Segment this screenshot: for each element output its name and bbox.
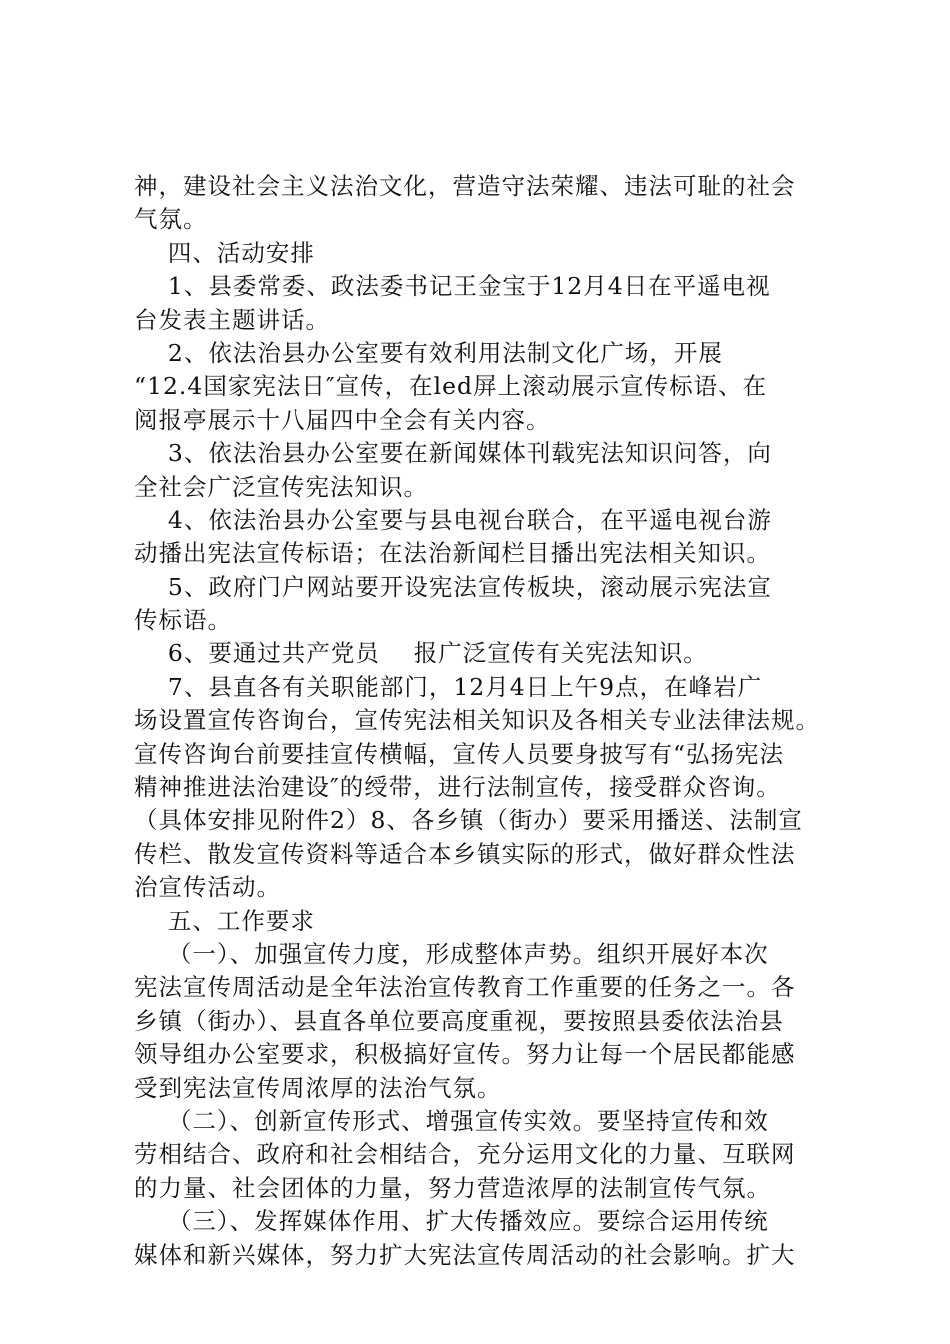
text-line: 宣传咨询台前要挂宣传横幅，宣传人员要身披写有“弘扬宪法	[134, 739, 785, 768]
text-line: 阅报亭展示十八届四中全会有关内容。	[134, 405, 551, 434]
text-line: 乡镇（街办）、县直各单位要高度重视，要按照县委依法治县	[134, 1006, 784, 1035]
text-line: 全社会广泛宣传宪法知识。	[134, 472, 428, 501]
text-line: 传栏、散发宣传资料等适合本乡镇实际的形式，做好群众性法	[134, 839, 796, 868]
text-line: 动播出宪法宣传标语；在法治新闻栏目播出宪法相关知识。	[134, 539, 771, 568]
text-line: “12.4国家宪法日″宣传，在led屏上滚动展示宣传标语、在	[134, 372, 768, 401]
text-line: （三）、发挥媒体作用、扩大传播效应。要综合运用传统	[134, 1207, 769, 1236]
text-line: 4、依法治县办公室要与县电视台联合，在平遥电视台游	[134, 505, 772, 534]
document-body	[134, 170, 850, 1272]
text-line: 领导组办公室要求，积极搞好宣传。努力让每一个居民都能感	[134, 1040, 796, 1069]
text-line: 劳相结合、政府和社会相结合，充分运用文化的力量、互联网	[134, 1140, 796, 1169]
text-line: 3、依法治县办公室要在新闻媒体刊载宪法知识问答，向	[134, 439, 772, 468]
text-line: 场设置宣传咨询台，宣传宪法相关知识及各相关专业法律法规。	[134, 706, 820, 735]
text-line: 1、县委常委、政法委书记王金宝于12月4日在平遥电视	[134, 272, 771, 301]
text-line: 媒体和新兴媒体，努力扩大宪法宣传周活动的社会影响。扩大	[134, 1240, 796, 1269]
text-line: 台发表主题讲话。	[134, 305, 330, 334]
text-line: 传标语。	[134, 606, 232, 635]
text-line: 5、政府门户网站要开设宪法宣传板块，滚动展示宪法宣	[134, 572, 772, 601]
text-line: （二）、创新宣传形式、增强宣传实效。要坚持宣传和效	[134, 1106, 769, 1135]
text-line: （一）、加强宣传力度，形成整体声势。组织开展好本次	[134, 939, 769, 968]
text-line: 宪法宣传周活动是全年法治宣传教育工作重要的任务之一。各	[134, 973, 796, 1002]
text-line: 治宣传活动。	[134, 873, 281, 902]
text-line: 受到宪法宣传周浓厚的法治气氛。	[134, 1073, 502, 1102]
section-heading: 四、活动安排	[134, 238, 315, 267]
text-line: 2、依法治县办公室要有效利用法制文化广场，开展	[134, 338, 723, 367]
text-line: 神，建设社会主义法治文化，营造守法荣耀、违法可耻的社会	[134, 172, 796, 200]
text-line: 的力量、社会团体的力量，努力营造浓厚的法制宣传气氛。	[134, 1173, 771, 1202]
text-line: 6、要通过共产党员 报广泛宣传有关宪法知识。	[134, 639, 708, 668]
section-heading: 五、工作要求	[134, 906, 315, 935]
text-line: 7、县直各有关职能部门，12月4日上午9点，在峰岩广	[134, 672, 763, 701]
text-line: （具体安排见附件2）8、各乡镇（街办）要采用播送、法制宣	[134, 806, 803, 835]
text-line: 气氛。	[134, 205, 208, 234]
text-line: 精神推进法治建设″的绶带，进行法制宣传，接受群众咨询。	[134, 773, 781, 802]
